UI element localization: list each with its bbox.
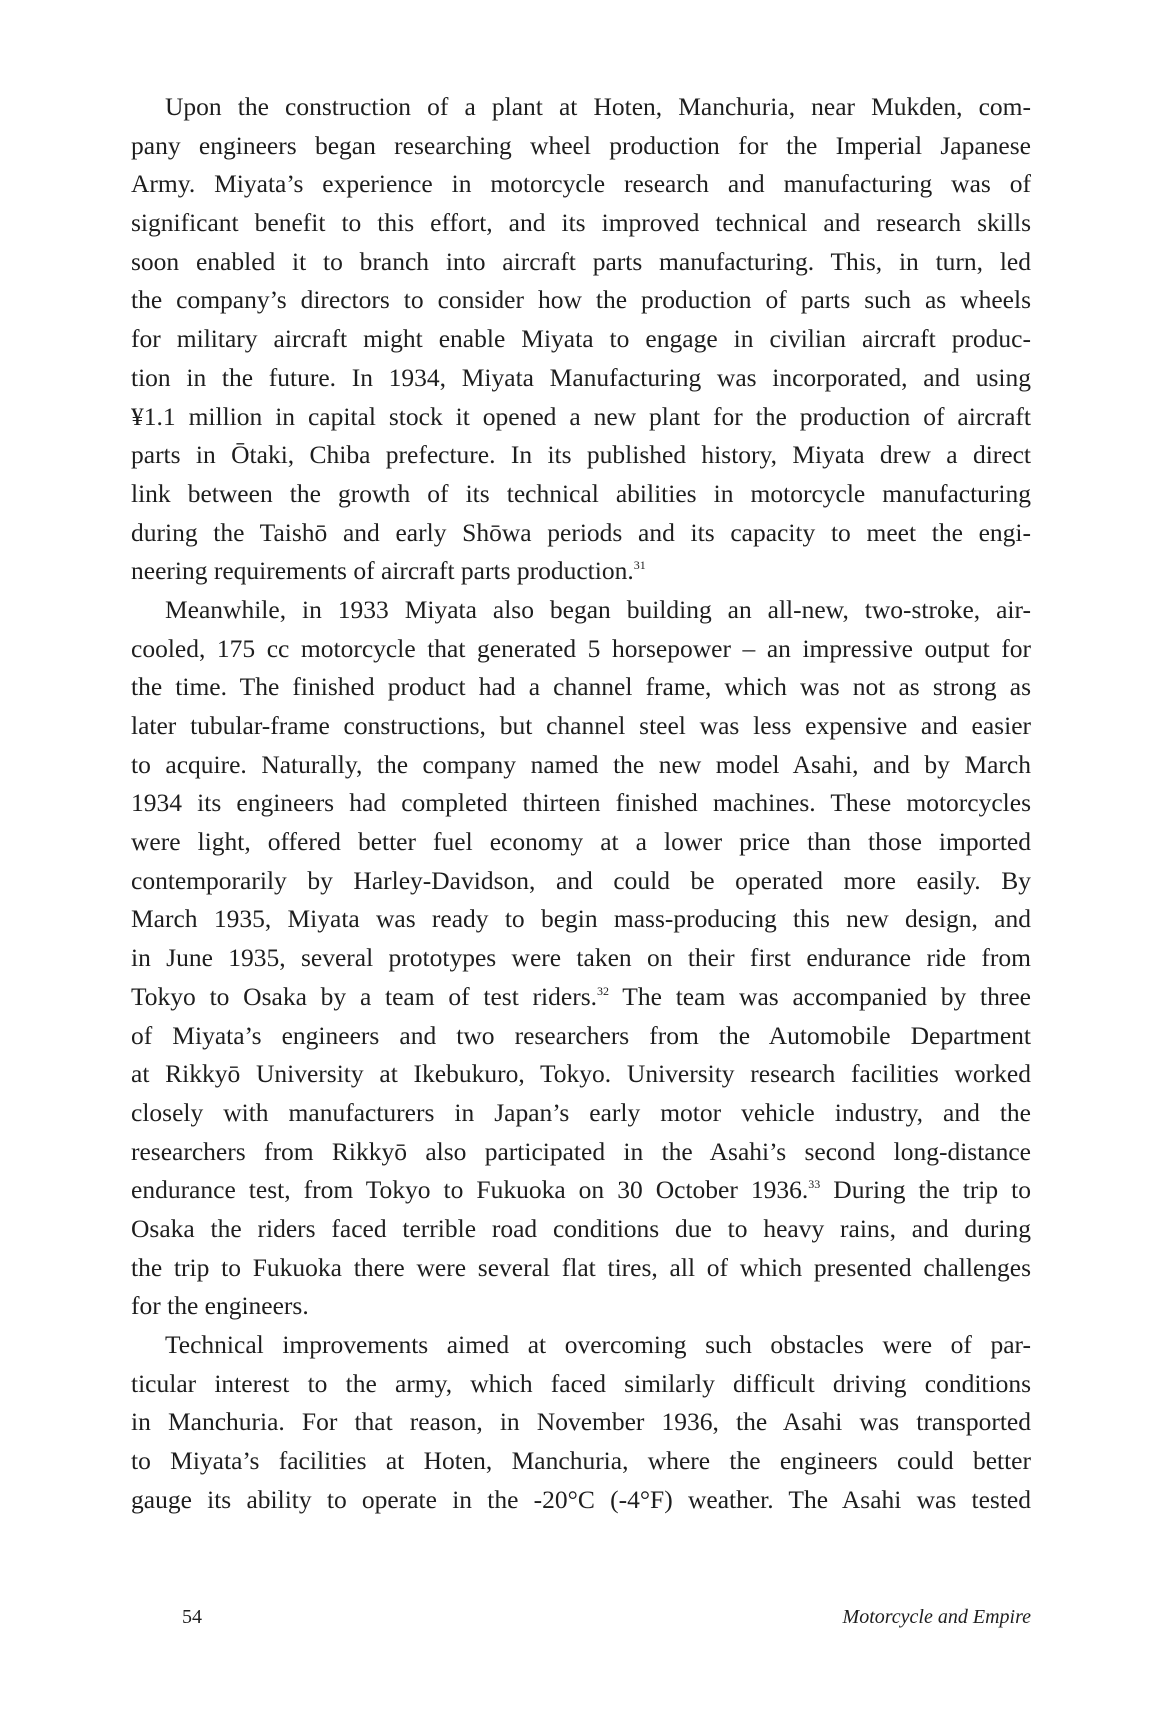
body-text xyxy=(131,88,1031,1519)
text-line: 1934 its engineers had completed thirteen finished machines. These motorcycles xyxy=(131,788,1031,818)
text-line: significant benefit to this effort, and its improved technical and research skills xyxy=(131,208,1031,238)
text-line: ticular interest to the army, which faced similarly difficult driving conditions xyxy=(131,1368,1031,1398)
text-line: to acquire. Naturally, the company named the new model Asahi, and by March xyxy=(131,749,1031,779)
paragraph-2 xyxy=(131,591,1031,1326)
text-line: parts in Ōtaki, Chiba prefecture. In its published history, Miyata drew a direct xyxy=(131,440,1031,470)
text-line: pany engineers began researching wheel production for the Imperial Japanese xyxy=(131,130,1031,160)
text-line: were light, offered better fuel economy at a lower price than those imported xyxy=(131,827,1031,857)
text-line: of Miyata’s engineers and two researchers from the Automobile Department xyxy=(131,1020,1031,1050)
paragraph-3 xyxy=(131,1326,1031,1519)
text-line: link between the growth of its technical abilities in motorcycle manufacturing xyxy=(131,478,1031,508)
text-line: cooled, 175 cc motorcycle that generated 5 horsepower – an impressive output for xyxy=(131,633,1031,663)
text-line: Army. Miyata’s experience in motorcycle research and manufacturing was of xyxy=(131,169,1031,199)
text-line: during the Taishō and early Shōwa periods and its capacity to meet the engi- xyxy=(131,517,1031,547)
text-line: the time. The finished product had a channel frame, which was not as strong as xyxy=(131,672,1031,702)
text-line: the trip to Fukuoka there were several flat tires, all of which presented challenges xyxy=(131,1252,1031,1282)
text-line: in Manchuria. For that reason, in November 1936, the Asahi was transported xyxy=(131,1407,1031,1437)
paragraph-1 xyxy=(131,88,1031,591)
text-fragment: endurance test, from Tokyo to Fukuoka on 30 October 1936. xyxy=(131,1175,809,1205)
running-title: Motorcycle and Empire xyxy=(842,1606,1031,1628)
text-line xyxy=(131,552,1031,591)
footnote-ref-31[interactable]: 31 xyxy=(633,558,646,573)
text-line: tion in the future. In 1934, Miyata Manufacturing was incorporated, and using xyxy=(131,362,1031,392)
footnote-ref-32[interactable]: 32 xyxy=(597,983,609,998)
text-line: to Miyata’s facilities at Hoten, Manchuria, where the engineers could better xyxy=(131,1446,1031,1476)
text-line: ¥1.1 million in capital stock it opened a new plant for the production of aircraft xyxy=(131,401,1031,431)
text-fragment: neering requirements of aircraft parts production. xyxy=(131,556,634,586)
text-line: at Rikkyō University at Ikebukuro, Tokyo. University research facilities worked xyxy=(131,1059,1031,1089)
text-line: for the engineers. xyxy=(131,1291,309,1321)
text-line: Meanwhile, in 1933 Miyata also began building an all-new, two-stroke, air- xyxy=(165,594,1031,624)
text-line: contemporarily by Harley-Davidson, and could be operated more easily. By xyxy=(131,865,1031,895)
text-line: the company’s directors to consider how the production of parts such as wheels xyxy=(131,285,1031,315)
text-line: in June 1935, several prototypes were taken on their first endurance ride from xyxy=(131,943,1031,973)
text-line: Technical improvements aimed at overcoming such obstacles were of par- xyxy=(165,1330,1031,1359)
text-line: closely with manufacturers in Japan’s early motor vehicle industry, and the xyxy=(131,1097,1031,1127)
page-footer xyxy=(131,1606,1031,1636)
text-line xyxy=(131,978,1031,1017)
text-line: researchers from Rikkyō also participated in the Asahi’s second long-distance xyxy=(131,1136,1031,1166)
text-fragment: The team was accompanied by three xyxy=(609,981,1031,1011)
text-line: later tubular-frame constructions, but channel steel was less expensive and easier xyxy=(131,711,1031,740)
text-line xyxy=(131,1171,1031,1210)
text-line: soon enabled it to branch into aircraft parts manufacturing. This, in turn, led xyxy=(131,246,1031,276)
page-number: 54 xyxy=(182,1606,202,1628)
text-line: gauge its ability to operate in the -20°C (-4°F) weather. The Asahi was tested xyxy=(131,1484,1031,1514)
text-line: March 1935, Miyata was ready to begin mass-producing this new design, and xyxy=(131,904,1031,934)
text-line: Osaka the riders faced terrible road conditions due to heavy rains, and during xyxy=(131,1213,1031,1243)
text-fragment: Tokyo to Osaka by a team of test riders. xyxy=(131,981,597,1011)
text-line: Upon the construction of a plant at Hoten, Manchuria, near Mukden, com- xyxy=(165,92,1031,121)
footnote-ref-33[interactable]: 33 xyxy=(808,1177,821,1192)
text-fragment: During the trip to xyxy=(820,1175,1032,1205)
text-line: for military aircraft might enable Miyata to engage in civilian aircraft produc- xyxy=(131,324,1031,354)
